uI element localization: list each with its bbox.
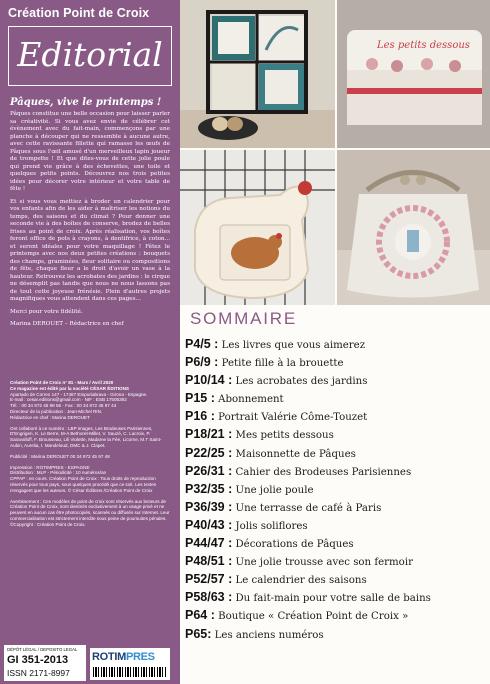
credits-director: Directeur de la publication : Jean-Michel RIN. — [10, 408, 103, 414]
toc-item[interactable] — [185, 444, 485, 462]
toc-item[interactable] — [185, 570, 485, 588]
editorial-title-box — [8, 26, 172, 86]
toc-page: P36/39 : — [185, 499, 233, 514]
toc-title: Du fait-main pour votre salle de bains — [235, 593, 431, 605]
credits-tel: Tél. : 00 34 972 45 98 56 · Fax : 00 34 972 45 97 44 — [10, 403, 117, 409]
printer-logo — [90, 648, 170, 680]
toc-item[interactable] — [185, 425, 485, 443]
toc-item[interactable] — [185, 462, 485, 480]
toc-page: P15 : — [185, 391, 215, 406]
credits-email: E-mail : cesar.editions@gmail.com · NIF : ESB 17505392 — [10, 397, 127, 403]
toc-page: P65: — [185, 626, 212, 641]
toc-page: P58/63 : — [185, 590, 233, 605]
photo-embroidered-box — [337, 0, 490, 148]
toc-item[interactable] — [185, 498, 485, 516]
credits-collaborators: Ont collaboré à ce numéro : LBP images, Les Brodeuses Parisiennes, D'Engrigen, K. Le Berre, M-A Bethoret-Millet, V. Sauzé, C. Lacroix, P. Saravalloff, F. Brousseau, Lili Violette, Madame la Fée, Licorne, M.T Saint-Aubin, Aurelia, I. Mandeloud, DMC & J. Clapet. — [10, 425, 162, 448]
toc-title: Abonnement — [218, 394, 284, 406]
toc-title: Petite fille à la brouette — [221, 358, 344, 370]
toc-item[interactable] — [185, 606, 485, 624]
toc-title: Maisonnette de Pâques — [235, 448, 356, 460]
contents-title: SOMMAIRE — [190, 309, 297, 328]
credits-printing: Impression : ROTIMPRES - ESPAGNE — [10, 464, 90, 470]
credits-distribution: Distribution : MLP - Périodicité : 10 numéros/an — [10, 470, 107, 476]
toc-page: P40/43 : — [185, 517, 233, 532]
toc-page: P48/51 : — [185, 554, 233, 569]
toc-page: P18/21 : — [185, 427, 233, 442]
printer-logo-text-accent: PRES — [125, 651, 155, 663]
editorial-signature: Marina DEROUET – Rédactrice en chef — [10, 321, 124, 327]
toc-item[interactable] — [185, 335, 485, 353]
toc-page: P52/57 : — [185, 572, 233, 587]
toc-title: Une jolie poule — [235, 484, 314, 496]
toc-title: Mes petits dessous — [235, 430, 334, 442]
legal-deposit-box — [4, 645, 86, 681]
toc-item[interactable] — [185, 371, 485, 389]
editorial-paragraph: Et si vous vous mettiez à broder un calendrier pour vos enfants afin de les aider à maîtriser les notions du temps, des saisons et du climat ? Pour donner une seconde vie à des boîtes de conserve, brodez de belles frises au point de croix. Après réalisation, vos boîtes feront office de pots à crayons, à dentifrice, à coton... et seront idéales pour votre maquillage ! Fêtez le printemps avec nos deux petites créations : bouquets des champs, graminées, fleur solitaire ou compositions de fête, chaque fleur a le droit d'avoir un vase à la hauteur. Retrouvez les acrobates des jardins : le cirque ne désemplit pas tandis que nous ne nous lassons pas de tout cette joyeuse frénésie. Plein d'autres projets magnifiques vous attendent dans ces pages... — [10, 198, 170, 302]
photo-hen-board — [180, 150, 335, 305]
toc-page: P22/25 : — [185, 445, 233, 460]
editorial-body — [10, 111, 170, 334]
credits-cppap: CPPAP : en cours. Création Point de Croix : Tous droits de reproduction réservés pour tous pays, sous quelques procédé que ce soit. Les textes n'engagent que les auteurs. © César Éditions /Création Point de Croix — [10, 476, 157, 493]
toc-title: Portrait Valérie Côme-Touzet — [218, 412, 368, 424]
toc-page: P44/47 : — [185, 536, 233, 551]
barcode-icon — [93, 667, 167, 677]
credits-warning: Avertissement : Ces modèles de point de croix sont réservés aux lecteurs de Création Point de Croix, sont destinés exclusivement à un usage privé et ne peuvent en aucun cas être photocopiés, scannés ou diffusés sur Internet. Leur commercialisation est strictement interdite sous peine de poursuites pénales. ©Copyright : Création Point de Croix. — [10, 498, 170, 527]
toc-item[interactable] — [185, 625, 485, 643]
editorial-sidebar — [0, 0, 180, 684]
toc-item[interactable] — [185, 480, 485, 498]
toc-page: P10/14 : — [185, 373, 233, 388]
toc-title: Boutique « Création Point de Croix » — [218, 611, 409, 623]
editorial-thanks: Merci pour votre fidélité. — [10, 308, 83, 315]
editorial-heading: Pâques, vive le printemps ! — [10, 97, 162, 108]
credits-advertising: Publicité : Marina DEROUET 00 34 972 45 97 48 — [10, 453, 110, 459]
toc-title: Les livres que vous aimerez — [221, 340, 366, 351]
toc-page: P26/31 : — [185, 463, 233, 478]
editorial-title: Editorial — [17, 35, 163, 74]
printer-logo-text: ROTIM — [92, 651, 126, 663]
toc-item[interactable] — [185, 552, 485, 570]
toc-title: Les anciens numéros — [214, 629, 324, 641]
toc-item[interactable] — [185, 588, 485, 606]
toc-title: Décorations de Pâques — [235, 539, 354, 551]
toc-page: P4/5 : — [185, 337, 219, 351]
photo-purse — [337, 150, 490, 305]
toc-page: P6/9 : — [185, 355, 219, 370]
photo-frame-shelf — [180, 0, 335, 148]
legal-deposit-number: GI 351-2013 — [7, 654, 69, 666]
publication-credits — [10, 380, 170, 533]
credits-editor: Rédactrice en chef : Marina DEROUET — [10, 414, 90, 420]
toc-title: Une terrasse de café à Paris — [235, 502, 382, 514]
issn-number: ISSN 2171-8997 — [7, 668, 70, 678]
magazine-brand: Création Point de Croix — [8, 6, 150, 20]
toc-title: Une jolie trousse avec son fermoir — [235, 557, 413, 569]
toc-item[interactable] — [185, 534, 485, 552]
table-of-contents — [185, 335, 485, 643]
toc-title: Le calendrier des saisons — [235, 575, 367, 587]
credits-issue: Création Point de Croix n° 81 - Mars / Avril 2020 — [10, 380, 114, 385]
legal-deposit-label: DÉPÔT LÉGAL / DEPOSITO LEGAL — [7, 647, 78, 652]
toc-page: P32/35 : — [185, 481, 233, 496]
credits-publisher: Ce magazine est édité par la société CÉSAR ÉDITIONS — [10, 385, 129, 391]
toc-page: P64 : — [185, 608, 215, 623]
credits-address: Apartado de Correo 147 - 17487 Empuriabrava - Girona - Espagne. — [10, 391, 148, 397]
editorial-paragraph: Pâques constitue une belle occasion pour laisser parler sa créativité. Si vous avez envie de célébrer cet évènement avec du fait-main, commençons par une planche à découper qui ne ressemble à aucune autre, avec cette ravissante fillette qui ramasse les œufs de Pâques sous l'œil amusé d'un merveilleux lapin joueur de trompette ! Et que dites-vous de cette jolie poule qui prend vie grâce à des échevettes, une toile et quelques petits points. Découvrez nos trois petites idées pour décorer votre intérieur et votre table de fête ! — [10, 111, 170, 192]
toc-item[interactable] — [185, 407, 485, 425]
toc-page: P16 : — [185, 409, 215, 424]
photo-collage — [180, 0, 490, 305]
toc-title: Jolis soliflores — [235, 520, 308, 532]
toc-item[interactable] — [185, 516, 485, 534]
toc-item[interactable] — [185, 353, 485, 371]
photo-embroidery-text: Les petits dessous — [377, 40, 470, 51]
toc-title: Cahier des Brodeuses Parisiennes — [235, 466, 412, 478]
toc-title: Les acrobates des jardins — [235, 376, 368, 388]
toc-item[interactable] — [185, 389, 485, 407]
